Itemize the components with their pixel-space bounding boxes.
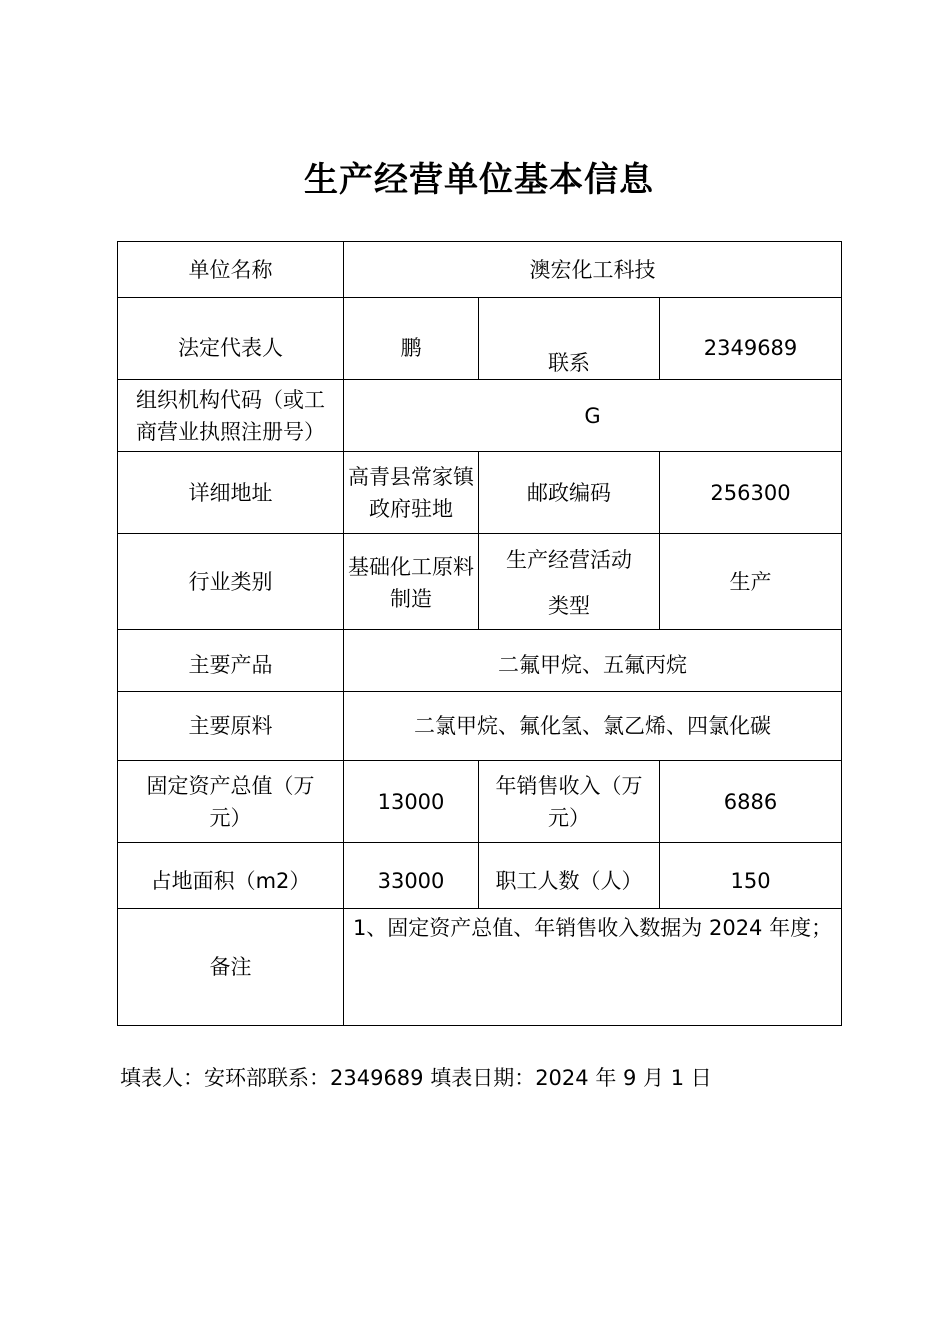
- fixed-assets-value: 13000: [344, 761, 479, 843]
- table-row: [118, 909, 842, 1026]
- table-row: [118, 242, 842, 298]
- table-row: [118, 452, 842, 534]
- unit-name-value: 澳宏化工科技: [344, 242, 842, 298]
- page-title: 生产经营单位基本信息: [304, 160, 654, 200]
- staff-count-value: 150: [660, 843, 842, 909]
- table-row: [118, 630, 842, 692]
- main-products-label: 主要产品: [118, 630, 344, 692]
- table-row: [118, 692, 842, 761]
- table-row: [118, 843, 842, 909]
- main-products-value: 二氟甲烷、五氟丙烷: [344, 630, 842, 692]
- remarks-value: 1、固定资产总值、年销售收入数据为 2024 年度；: [352, 916, 833, 940]
- unit-name-label: 单位名称: [118, 242, 344, 298]
- table-row: [118, 298, 842, 380]
- legal-rep-value: 鹏: [344, 298, 479, 380]
- main-materials-label: 主要原料: [118, 692, 344, 761]
- annual-sales-value: 6886: [660, 761, 842, 843]
- annual-sales-label: 年销售收入（万元）: [479, 761, 660, 843]
- org-code-label: 组织机构代码（或工商营业执照注册号）: [118, 380, 344, 452]
- main-materials-value: 二氯甲烷、氟化氢、氯乙烯、四氯化碳: [344, 692, 842, 761]
- table-row: [118, 761, 842, 843]
- basic-info-table: [117, 241, 842, 1026]
- form-footer: 填表人：安环部联系：2349689 填表日期：2024 年 9 月 1 日: [120, 1066, 712, 1090]
- activity-type-value: 生产: [660, 534, 842, 630]
- remarks-cell: [344, 909, 842, 1026]
- land-area-value: 33000: [344, 843, 479, 909]
- address-label: 详细地址: [118, 452, 344, 534]
- address-value: 高青县常家镇政府驻地: [344, 452, 479, 534]
- table-row: [118, 380, 842, 452]
- remarks-label: 备注: [118, 909, 344, 1026]
- activity-type-label-line2: 类型: [548, 594, 590, 618]
- activity-type-label: [479, 534, 660, 630]
- land-area-label: 占地面积（m2）: [118, 843, 344, 909]
- staff-count-label: 职工人数（人）: [479, 843, 660, 909]
- postal-code-value: 256300: [660, 452, 842, 534]
- legal-rep-label: 法定代表人: [118, 298, 344, 380]
- contact-label: 联系: [479, 298, 660, 380]
- contact-value: 2349689: [660, 298, 842, 380]
- postal-code-label: 邮政编码: [479, 452, 660, 534]
- fixed-assets-label: 固定资产总值（万元）: [118, 761, 344, 843]
- org-code-value: G: [344, 380, 842, 452]
- table-row: [118, 534, 842, 630]
- activity-type-label-line1: 生产经营活动: [506, 548, 632, 572]
- industry-label: 行业类别: [118, 534, 344, 630]
- industry-value: 基础化工原料制造: [344, 534, 479, 630]
